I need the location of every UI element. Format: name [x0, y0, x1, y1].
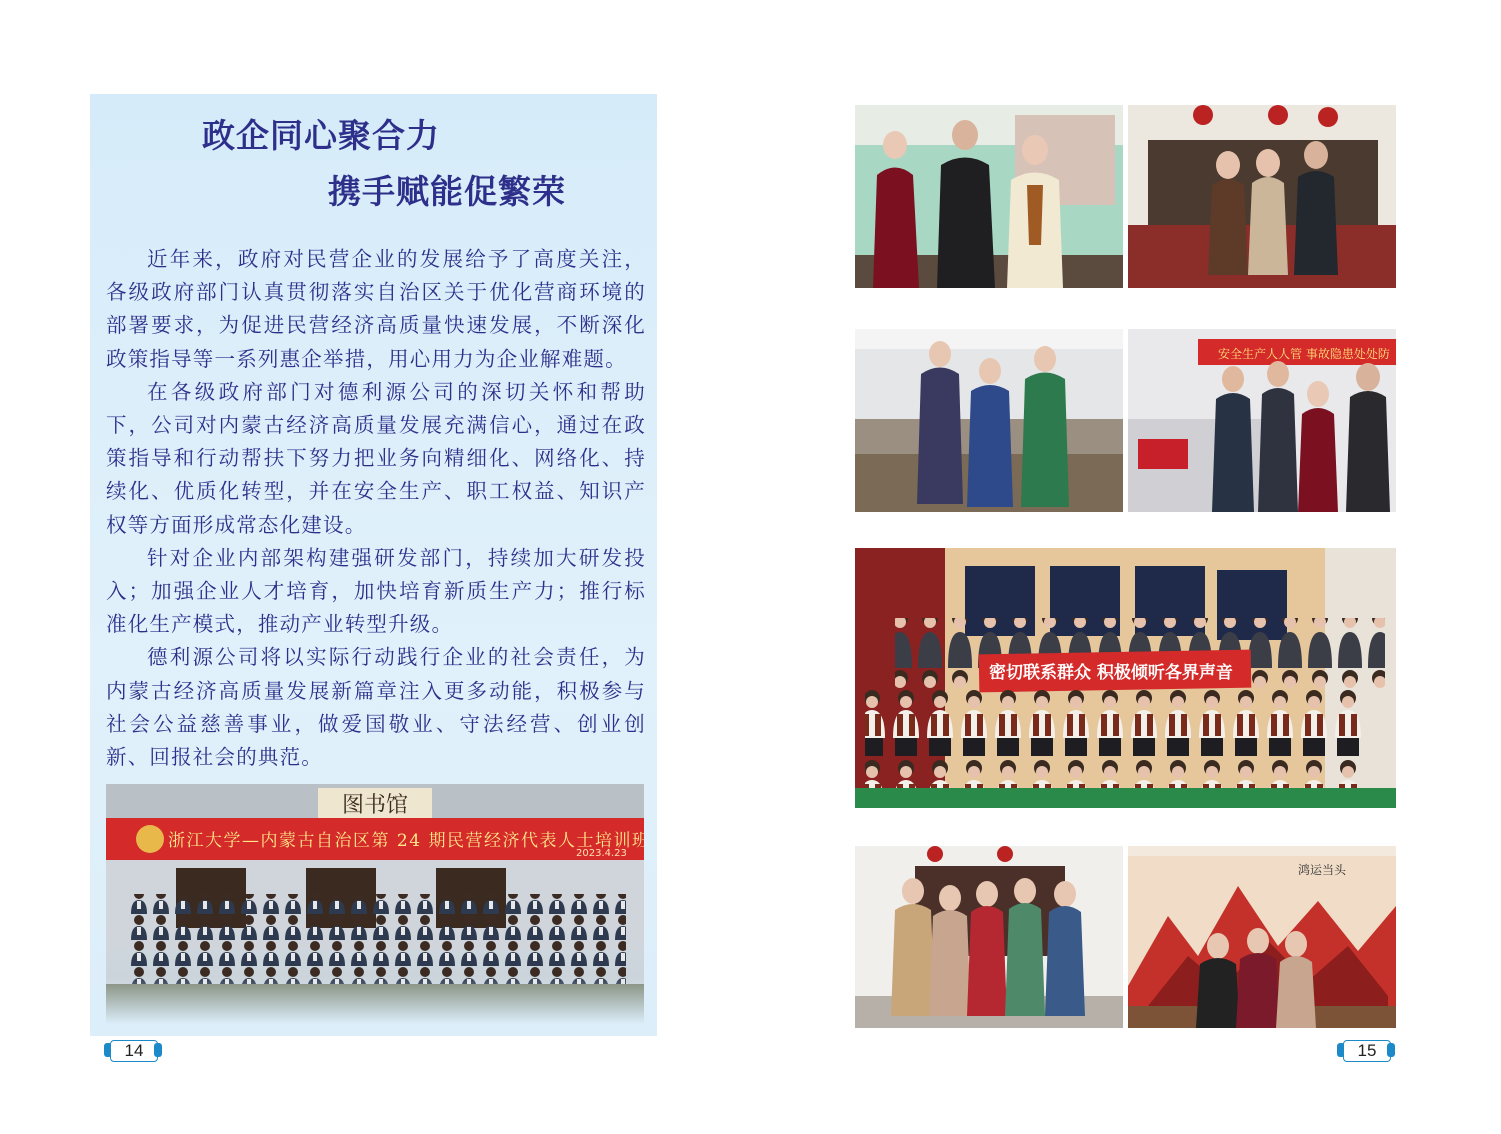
paragraph-4: 德利源公司将以实际行动践行企业的社会责任，为内蒙古经济高质量发展新篇章注入更多动能，积极参与社会公益慈善事业，做爱国敬业、守法经营、创业创新、回报社会的典范。 — [106, 645, 646, 770]
community-group-photo — [855, 548, 1396, 808]
page-title-line1: 政企同心聚合力 — [202, 116, 440, 155]
painting-visit-photo — [1128, 846, 1396, 1028]
factory-visit-photo — [1128, 329, 1396, 512]
page-title-line2: 携手赋能促繁荣 — [328, 172, 566, 211]
visit-photo-2 — [1128, 105, 1396, 288]
safety-banner-text: 安全生产人人管 事故隐患处处防 — [1218, 347, 1390, 361]
visit-photo-5 — [855, 846, 1123, 1028]
paragraph-1: 近年来，政府对民营企业的发展给予了高度关注，各级政府部门认真贯彻落实自治区关于优化营商环境的部署要求，为促进民营经济高质量快速发展，不断深化政策指导等一系列惠企举措，用心用力为企业解难题。 — [106, 247, 646, 371]
page-number-left — [104, 1040, 162, 1062]
training-group-photo — [106, 784, 644, 1024]
visit-photo-3 — [855, 329, 1123, 512]
painting-inscription: 鸿运当头 — [1298, 863, 1347, 877]
ornament-right-icon — [154, 1043, 162, 1057]
paragraph-2: 在各级政府部门对德利源公司的深切关怀和帮助下，公司对内蒙古经济高质量发展充满信心，通过在政策指导和行动帮扶下努力把业务向精细化、网络化、持续化、优质化转型，并在安全生产、职工权益、知识产权等方面形成常态化建设。 — [106, 379, 646, 537]
article-body — [106, 243, 646, 774]
page-number-right — [1337, 1040, 1395, 1062]
page-number-15: 15 — [1343, 1040, 1391, 1062]
paragraph-3: 针对企业内部架构建强研发部门，持续加大研发投入；加强企业人才培育，加快培育新质生产力；推行标准化生产模式，推动产业转型升级。 — [106, 545, 646, 637]
visit-photo-1 — [855, 105, 1123, 288]
page-number-14: 14 — [110, 1040, 158, 1062]
community-banner-text: 密切联系群众 积极倾听各界声音 — [989, 663, 1233, 683]
ornament-right-icon — [1387, 1043, 1395, 1057]
